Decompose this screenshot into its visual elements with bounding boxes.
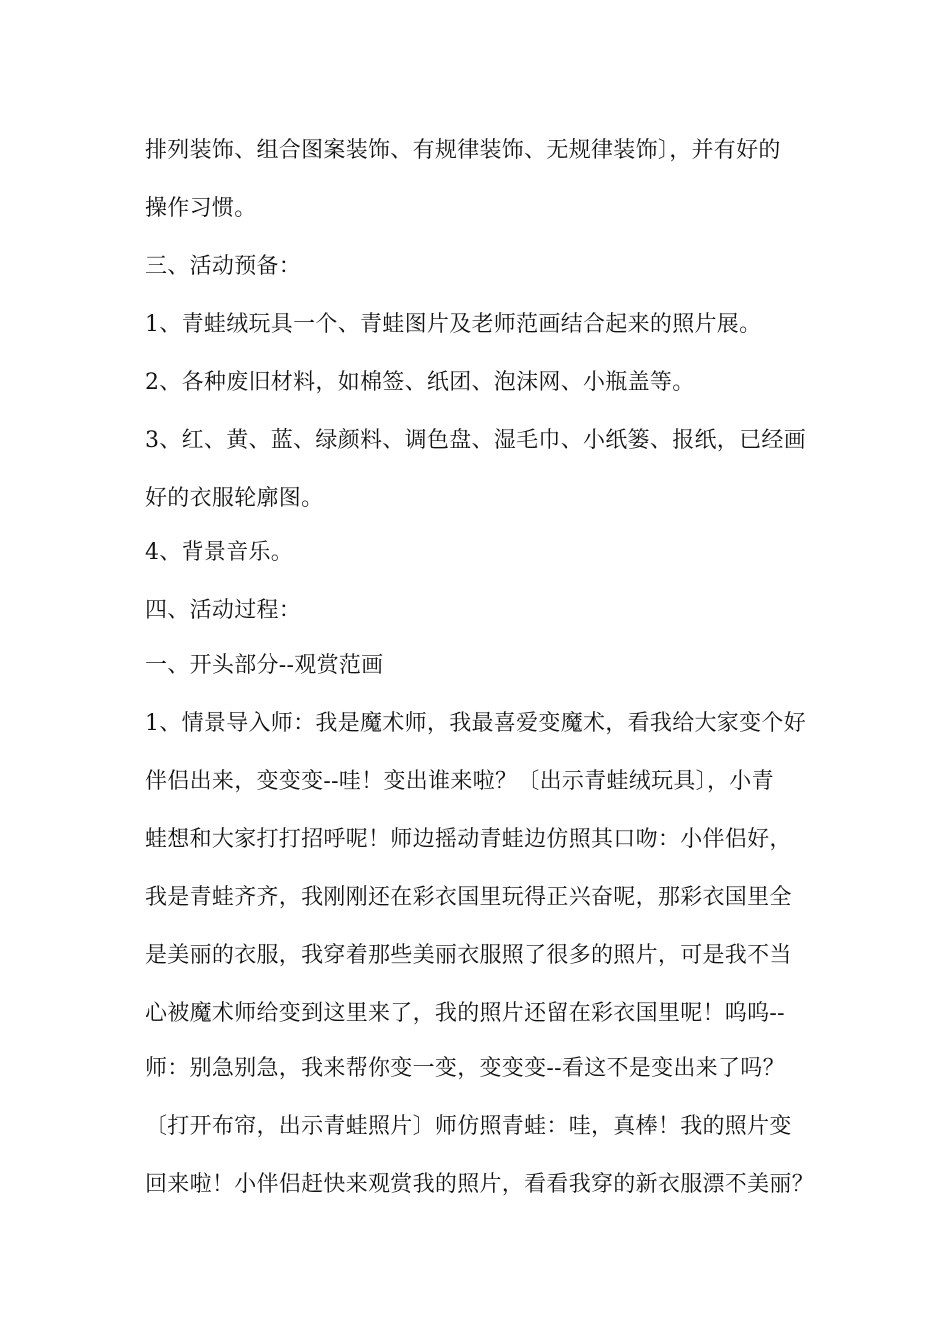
- text-line: 回来啦！小伴侣赶快来观赏我的照片，看看我穿的新衣服漂不美丽？: [145, 1172, 815, 1197]
- text-line: 伴侣出来，变变变--哇！变出谁来啦？〔出示青蛙绒玩具〕，小青: [145, 769, 774, 794]
- text-line: 4、背景音乐。: [145, 540, 294, 565]
- text-line: 是美丽的衣服，我穿着那些美丽衣服照了很多的照片，可是我不当: [145, 943, 792, 968]
- text-line: 2、各种废旧材料，如棉签、纸团、泡沫网、小瓶盖等。: [145, 370, 695, 395]
- text-line: 〔打开布帘，出示青蛙照片〕师仿照青蛙：哇，真棒！我的照片变: [145, 1114, 792, 1139]
- subsection-heading: 一、开头部分--观赏范画: [145, 653, 384, 678]
- section-heading: 三、活动预备：: [145, 254, 302, 279]
- text-line: 蛙想和大家打打招呼呢！师边摇动青蛙边仿照其口吻：小伴侣好，: [145, 827, 792, 852]
- text-line: 排列装饰、组合图案装饰、有规律装饰、无规律装饰〕，并有好的: [145, 138, 781, 163]
- text-line: 操作习惯。: [145, 196, 257, 221]
- text-line: 1、青蛙绒玩具一个、青蛙图片及老师范画结合起来的照片展。: [145, 312, 762, 337]
- text-line: 3、红、黄、蓝、绿颜料、调色盘、湿毛巾、小纸篓、报纸，已经画: [145, 428, 806, 453]
- text-line: 心被魔术师给变到这里来了，我的照片还留在彩衣国里呢！呜呜--: [145, 1001, 785, 1026]
- text-line: 我是青蛙齐齐，我刚刚还在彩衣国里玩得正兴奋呢，那彩衣国里全: [145, 885, 792, 910]
- text-line: 1、情景导入师：我是魔术师，我最喜爱变魔术，看我给大家变个好: [145, 711, 806, 736]
- section-heading: 四、活动过程：: [145, 598, 302, 623]
- text-line: 好的衣服轮廓图。: [145, 486, 324, 511]
- text-line: 师：别急别急，我来帮你变一变，变变变--看这不是变出来了吗？: [145, 1056, 785, 1081]
